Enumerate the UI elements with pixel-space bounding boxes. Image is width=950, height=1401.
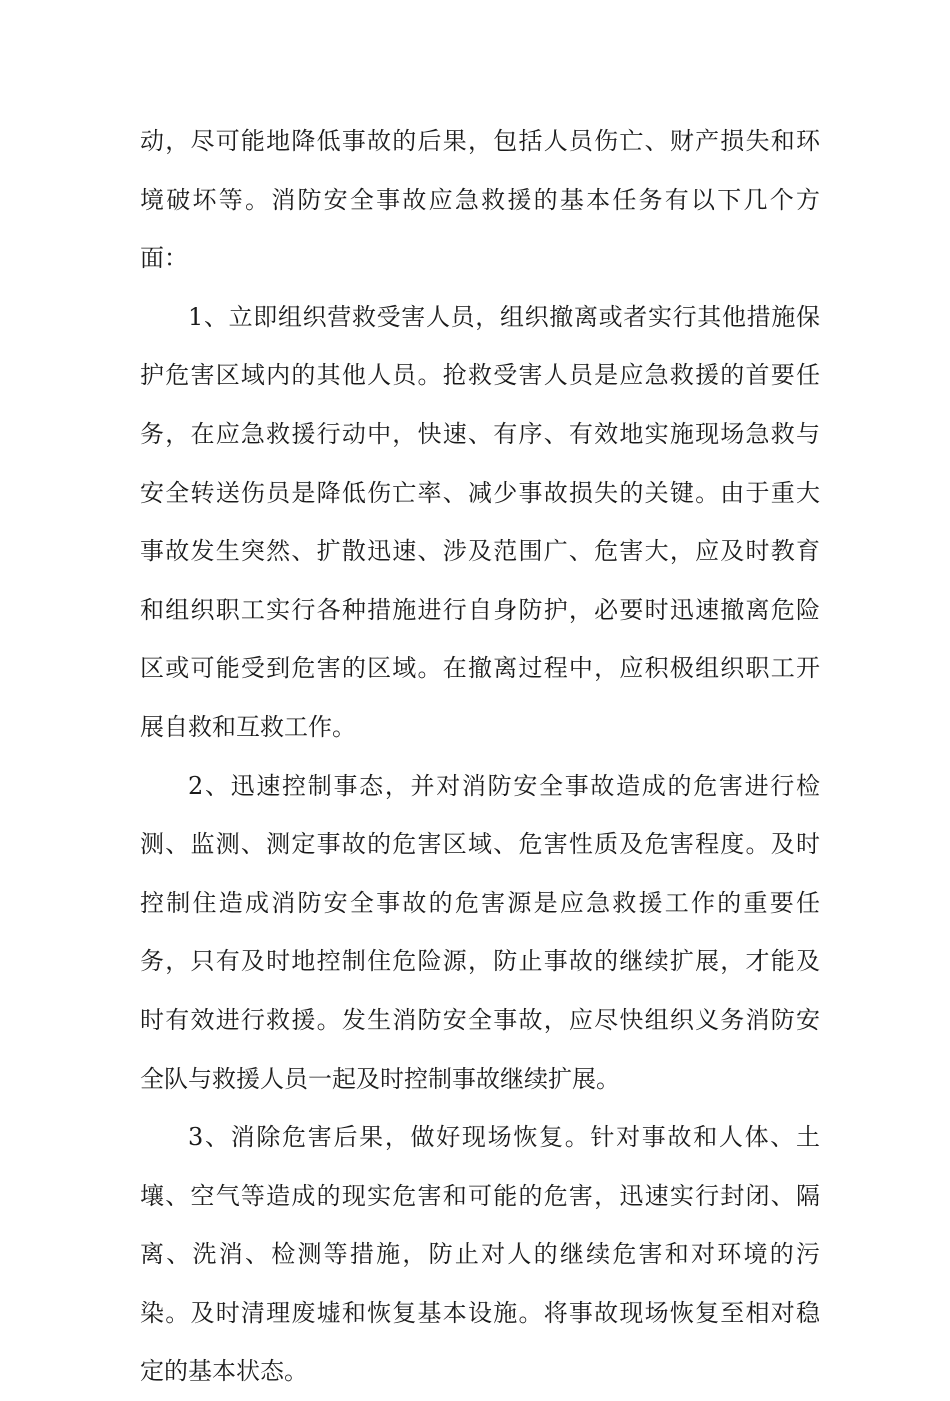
- text-line: 动，尽可能地降低事故的后果，包括人员伤亡、财产损失和环: [140, 127, 820, 155]
- text-line: 全队与救援人员一起及时控制事故继续扩展。: [140, 1064, 620, 1093]
- text-line: 务，在应急救援行动中，快速、有序、有效地实施现场急救与: [140, 419, 820, 448]
- text-line: 离、洗消、检测等措施，防止对人的继续危害和对环境的污: [140, 1240, 820, 1269]
- text-line: 事故发生突然、扩散迅速、涉及范围广、危害大，应及时教育: [140, 537, 820, 566]
- text-line: 时有效进行救援。发生消防安全事故，应尽快组织义务消防安: [140, 1005, 820, 1034]
- text-line: 3、消除危害后果，做好现场恢复。针对事故和人体、土: [188, 1123, 820, 1152]
- text-line: 2、迅速控制事态，并对消防安全事故造成的危害进行检: [188, 771, 820, 800]
- text-line: 染。及时清理废墟和恢复基本设施。将事故现场恢复至相对稳: [140, 1298, 820, 1327]
- text-line: 展自救和互救工作。: [140, 712, 356, 741]
- text-line: 护危害区域内的其他人员。抢救受害人员是应急救援的首要任: [140, 361, 820, 390]
- paragraph-task-2: [140, 757, 820, 1109]
- text-line: 面：: [140, 244, 188, 273]
- text-line: 控制住造成消防安全事故的危害源是应急救援工作的重要任: [140, 888, 820, 917]
- text-line: 测、监测、测定事故的危害区域、危害性质及危害程度。及时: [140, 830, 820, 859]
- paragraph-task-1: [140, 288, 820, 757]
- text-line: 定的基本状态。: [140, 1357, 308, 1386]
- text-line: 务，只有及时地控制住危险源，防止事故的继续扩展，才能及: [140, 947, 820, 976]
- document-body: [140, 112, 820, 1401]
- paragraph-task-3: [140, 1108, 820, 1401]
- text-line: 区或可能受到危害的区域。在撤离过程中，应积极组织职工开: [140, 654, 820, 683]
- text-line: 境破坏等。消防安全事故应急救援的基本任务有以下几个方: [140, 185, 820, 214]
- text-line: 1、立即组织营救受害人员，组织撤离或者实行其他措施保: [188, 302, 820, 331]
- text-line: 和组织职工实行各种措施进行自身防护，必要时迅速撤离危险: [140, 595, 820, 624]
- paragraph-intro: [140, 112, 820, 288]
- text-line: 安全转送伤员是降低伤亡率、减少事故损失的关键。由于重大: [140, 478, 820, 507]
- text-line: 壤、空气等造成的现实危害和可能的危害，迅速实行封闭、隔: [140, 1181, 820, 1210]
